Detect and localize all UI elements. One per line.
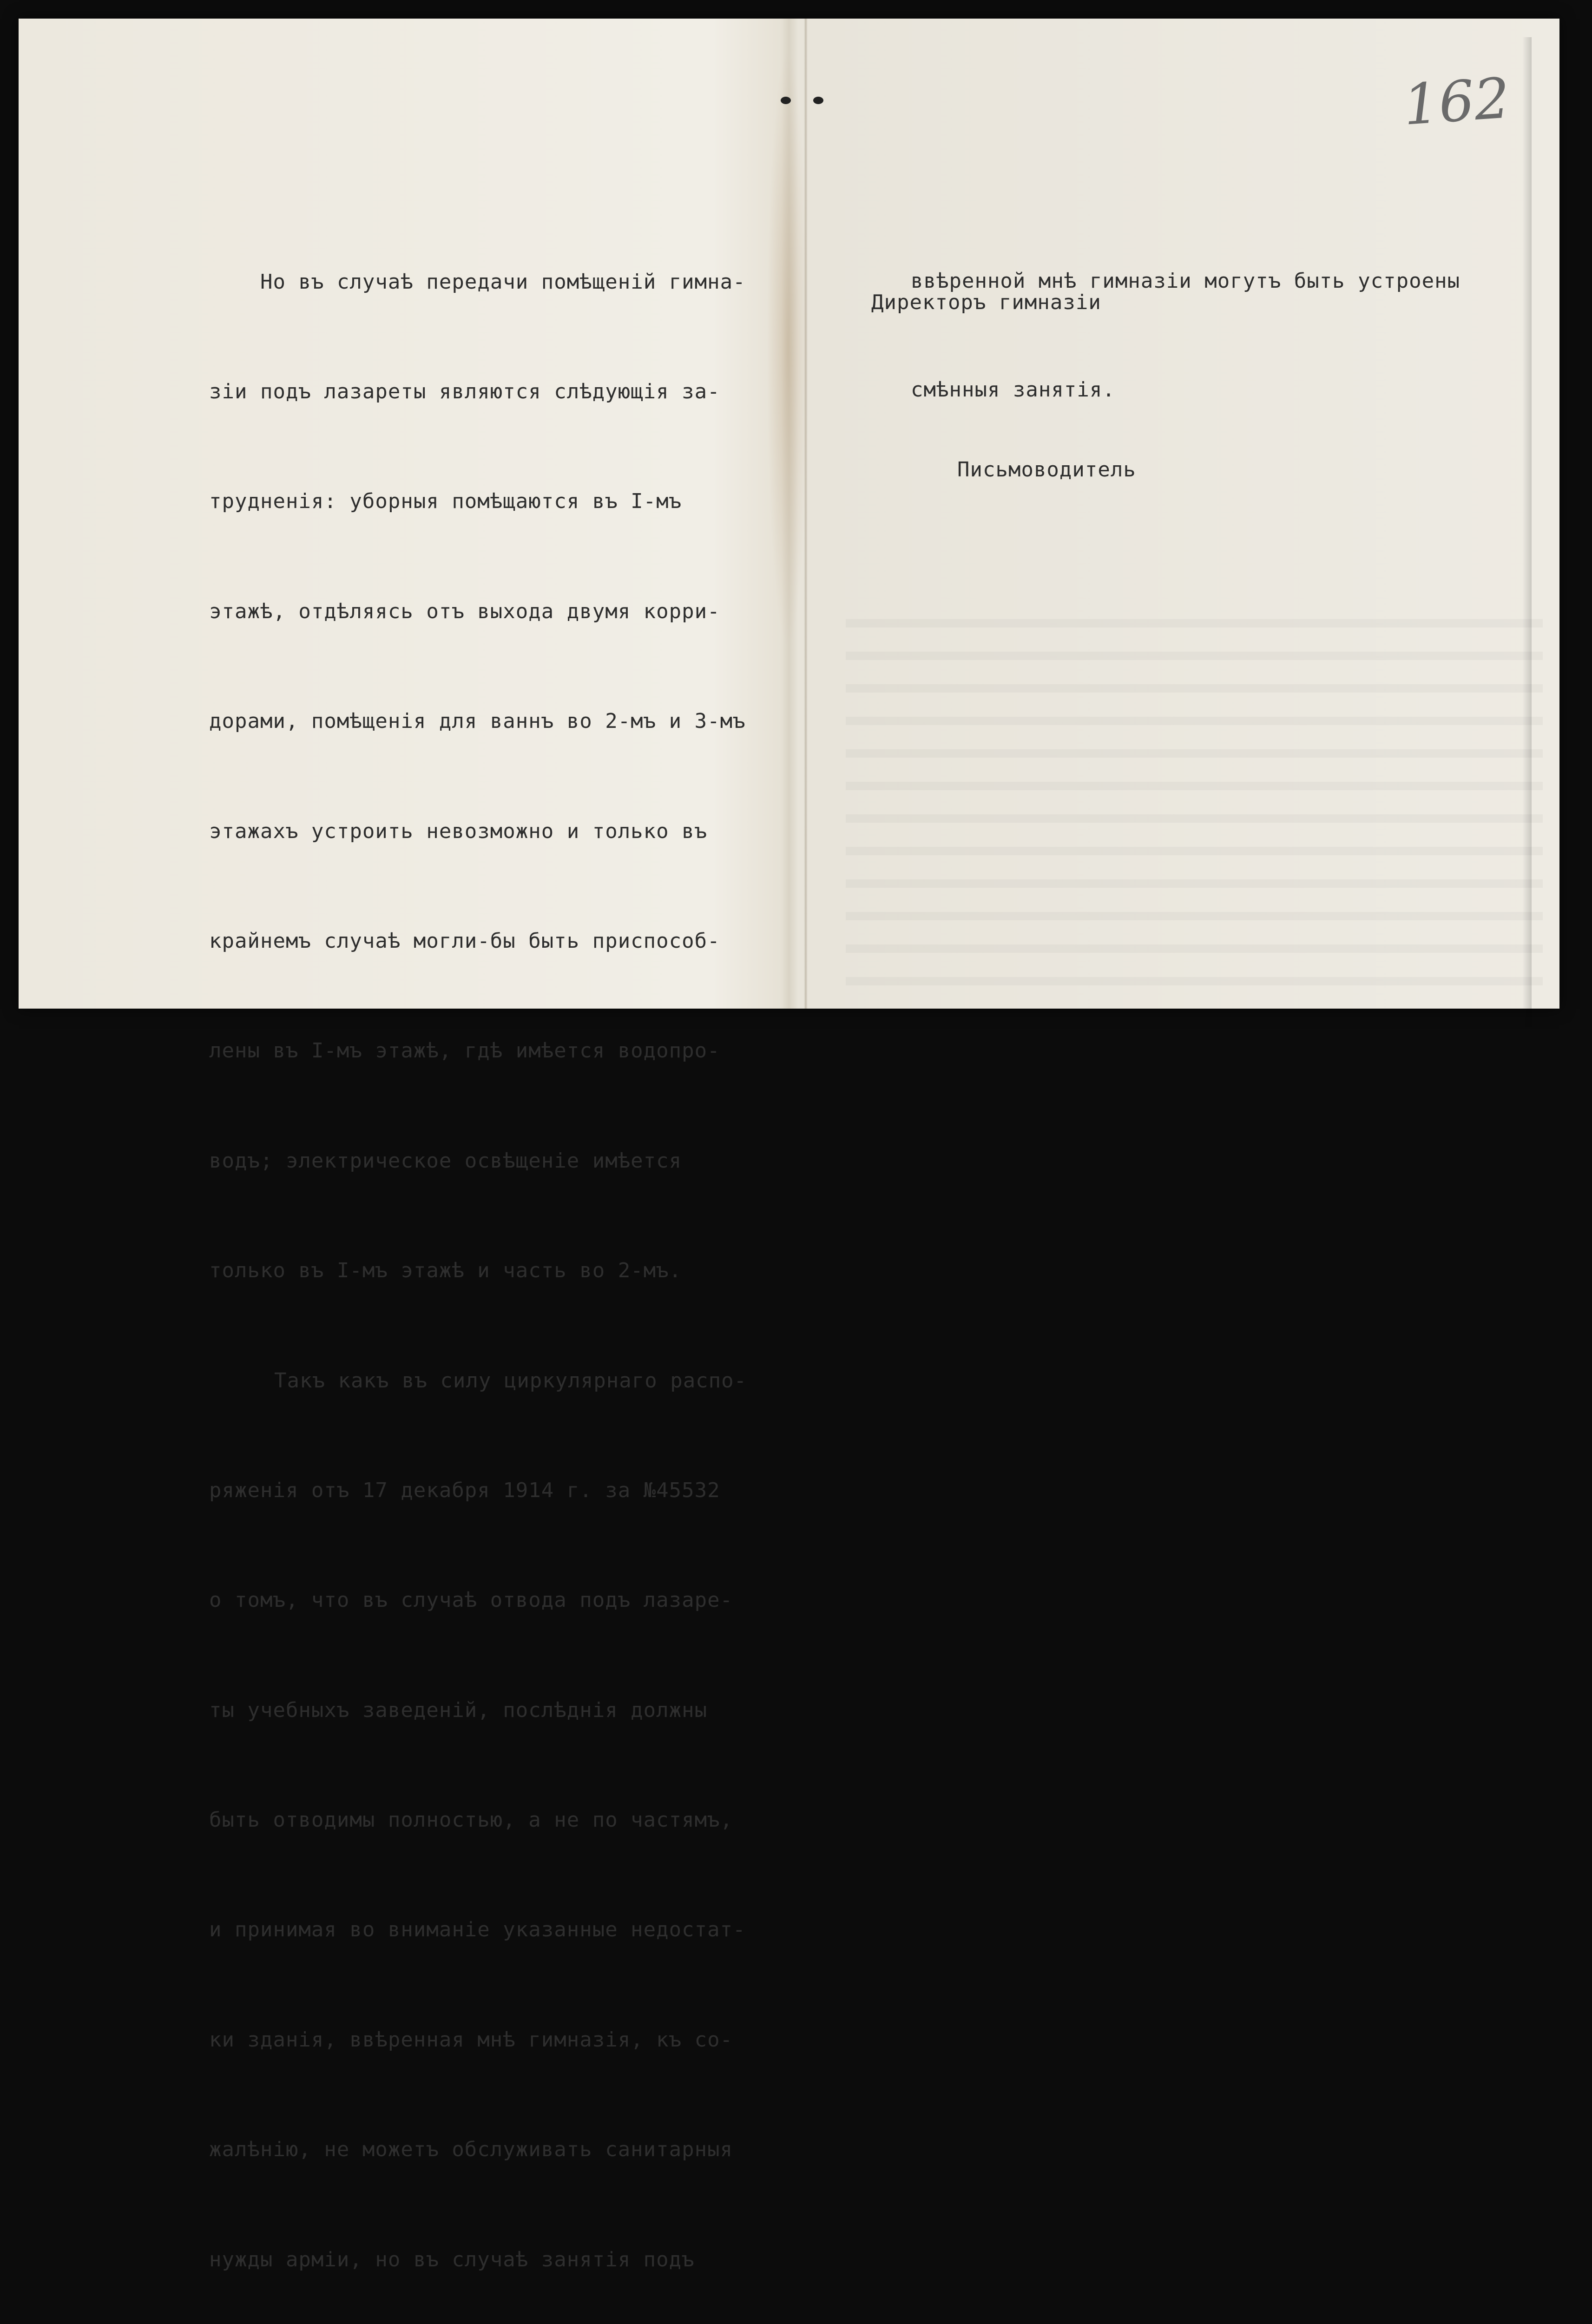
binding-stain xyxy=(767,46,809,651)
text-line: ки зданія, ввѣренная мнѣ гимназія, къ со- xyxy=(209,2027,733,2052)
text-line: только въ І-мъ этажѣ и часть во 2-мъ. xyxy=(209,1259,682,1283)
bleed-through-texture xyxy=(846,595,1543,990)
binding-hole xyxy=(781,97,791,104)
text-line: ряженія отъ 17 декабря 1914 г. за №45532 xyxy=(209,1478,720,1502)
page-fold xyxy=(804,19,808,1009)
text-line: смѣнныя занятія. xyxy=(911,378,1115,402)
text-line: жалѣнію, не можетъ обслуживать санитарныя xyxy=(209,2138,733,2162)
text-line: этажѣ, отдѣляясь отъ выхода двумя корри- xyxy=(209,599,720,623)
text-line: ввѣренной мнѣ гимназіи могутъ быть устроены xyxy=(911,269,1460,293)
text-line: крайнемъ случаѣ могли-бы быть приспособ- xyxy=(209,929,720,953)
page-number: 162 xyxy=(1401,66,1512,138)
text-line: этажахъ устроить невозможно и только въ xyxy=(209,819,708,843)
text-line: трудненія: уборныя помѣщаются въ І-мъ xyxy=(209,489,682,514)
text-line: о томъ, что въ случаѣ отвода подъ лазаре- xyxy=(209,1588,733,1612)
text-line: нужды арміи, но въ случаѣ занятія подъ xyxy=(209,2247,695,2271)
text-line: ты учебныхъ заведеній, послѣднія должны xyxy=(209,1698,708,1722)
page-edge xyxy=(1522,37,1532,1027)
text-line: зіи подъ лазареты являются слѣдующія за- xyxy=(209,379,720,403)
text-line: дорами, помѣщенія для ваннъ во 2-мъ и 3-мъ xyxy=(209,709,746,733)
left-page-text xyxy=(209,191,747,2324)
text-line: Такъ какъ въ силу циркулярнаго распо- xyxy=(274,1368,747,1393)
text-line: быть отводимы полностью, а не по частямъ, xyxy=(209,1808,733,1832)
text-line: водъ; электрическое освѣщеніе имѣется xyxy=(209,1149,682,1173)
text-line: лены въ І-мъ этажѣ, гдѣ имѣется водопро- xyxy=(209,1039,720,1063)
director-signature-line: Директоръ гимназіи xyxy=(871,290,1101,314)
text-line: Но въ случаѣ передачи помѣщеній гимна- xyxy=(260,270,746,294)
clerk-signature-line: Письмоводитель xyxy=(957,458,1136,482)
text-line: и принимая во вниманіе указанные недостат- xyxy=(209,1918,746,1942)
right-page-text xyxy=(892,191,1460,444)
binding-hole xyxy=(813,97,823,104)
